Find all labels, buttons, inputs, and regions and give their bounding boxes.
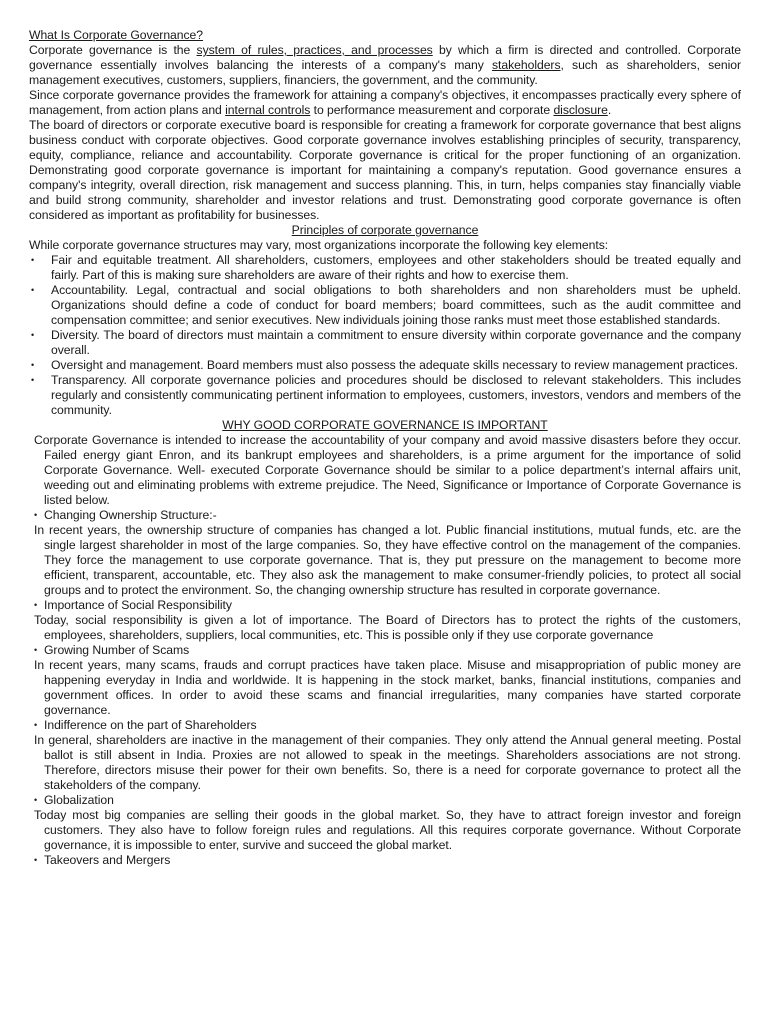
link-system-of-rules[interactable]: system of rules, practices, and processes (196, 43, 433, 57)
subheading-indifference: • Indifference on the part of Shareholders (34, 718, 257, 732)
subheading-scams: • Growing Number of Scams (34, 643, 190, 657)
subheading-social-responsibility: • Importance of Social Responsibility (34, 598, 232, 612)
page-title: What Is Corporate Governance? (29, 28, 204, 42)
bullet-icon: • (34, 795, 38, 805)
why-section (29, 433, 741, 868)
bullet-icon: • (34, 720, 38, 730)
document-body (29, 28, 741, 868)
bullet-icon: • (34, 600, 38, 610)
subheading-changing-ownership: • Changing Ownership Structure:- (34, 508, 217, 522)
link-disclosure[interactable]: disclosure (553, 103, 608, 117)
body-globalization: Today most big companies are selling their goods in the global market. So, they have to attract foreign investor and foreign customers. They also have to follow foreign rules and regulations. All this requires corporate governance. Without Corporate governance, it is impossible to enter, survive and succeed the global market. (34, 808, 741, 852)
list-item: • Oversight and management. Board members must also possess the adequate skills necessary to review management practices. (31, 358, 739, 372)
list-item: • Transparency. All corporate governance policies and procedures should be disclosed to relevant stakeholders. This includes regularly and consistently communicating pertinent information to employees, customers, investors, vendors and members of the community. (31, 373, 741, 417)
principles-list (29, 253, 741, 418)
principles-heading: Principles of corporate governance (291, 223, 479, 237)
bullet-icon: • (34, 645, 38, 655)
body-changing-ownership: In recent years, the ownership structure of companies has changed a lot. Public financial institutions, mutual funds, etc. are the single largest shareholder in most of the large companies. So, they have effective control on the management of the companies. They force the management to use corporate governance. That is, they put pressure on the management to become more efficient, transparent, accountable, etc. They also ask the management to make consumer-friendly policies, to protect all social groups and to protect the environment. So, the changing ownership structure has resulted in corporate governance. (34, 523, 741, 597)
bullet-icon: • (31, 330, 35, 340)
body-indifference: In general, shareholders are inactive in the management of their companies. They only attend the Annual general meeting. Postal ballot is still absent in India. Proxies are not allowed to speak in the meetings. Shareholders associations are not strong. Therefore, directors misuse their power for their own benefits. So, there is a need for corporate governance to protect all the stakeholders of the company. (34, 733, 741, 792)
principles-lead: While corporate governance structures may vary, most organizations incorporate the following key elements: (29, 238, 609, 252)
bullet-icon: • (31, 255, 35, 265)
why-intro: Corporate Governance is intended to increase the accountability of your company and avoid massive disasters before they occur. Failed energy giant Enron, and its bankrupt employees and shareholders, is a prime argument for the importance of solid Corporate Governance. Well- executed Corporate Governance should be similar to a police department’s internal affairs unit, weeding out and eliminating problems with extreme prejudice. The Need, Significance or Importance of Corporate Governance is listed below. (34, 433, 741, 507)
intro-paragraph-3: The board of directors or corporate executive board is responsible for creating a framework for corporate governance that best aligns business conduct with corporate objectives. Good corporate governance involves establishing principles of security, transparency, equity, compliance, reliance and accountability. Corporate governance is critical for the proper functioning of an organization. Demonstrating good corporate governance is important for maintaining a company's reputation. Good governance ensures a company's integrity, overall direction, risk management and success planning. This, in turn, helps companies stay financially viable and build strong community, shareholder and investor relations and trust. Demonstrating good corporate governance is often considered as important as profitability for businesses. (29, 118, 741, 222)
why-heading: WHY GOOD CORPORATE GOVERNANCE IS IMPORTANT (222, 418, 548, 432)
list-item: • Diversity. The board of directors must maintain a commitment to ensure diversity within corporate governance and the company overall. (31, 328, 741, 357)
intro-paragraph-1: Corporate governance is the system of rules, practices, and processes by which a firm is directed and controlled. Corporate governance essentially involves balancing the interests of a company's many stakeholders, such as shareholders, senior management executives, customers, suppliers, financiers, the government, and the community. (29, 43, 742, 87)
bullet-icon: • (31, 375, 35, 385)
list-item: • Fair and equitable treatment. All shareholders, customers, employees and other stakeholders should be treated equally and fairly. Part of this is making sure shareholders are aware of their rights and how to exercise them. (31, 253, 741, 282)
bullet-icon: • (34, 510, 38, 520)
list-item: • Accountability. Legal, contractual and social obligations to both shareholders and non shareholders must be upheld. Organizations should define a code of conduct for board members; board committees, such as the audit committee and compensation committee; and senior executives. New individuals joining those ranks must meet those established standards. (31, 283, 741, 327)
link-stakeholders[interactable]: stakeholders (491, 58, 561, 72)
bullet-icon: • (31, 360, 35, 370)
bullet-icon: • (31, 285, 35, 295)
body-scams: In recent years, many scams, frauds and corrupt practices have taken place. Misuse and misappropriation of public money are happening everyday in India and worldwide. It is happening in the stock market, banks, financial institutions, companies and government offices. In order to avoid these scams and financial irregularities, many companies have started corporate governance. (34, 658, 741, 717)
bullet-icon: • (34, 855, 38, 865)
link-internal-controls[interactable]: internal controls (225, 103, 311, 117)
body-social-responsibility: Today, social responsibility is given a lot of importance. The Board of Directors has to protect the rights of the customers, employees, shareholders, suppliers, local communities, etc. This is possible only if they use corporate governance (34, 613, 741, 642)
subheading-takeovers: • Takeovers and Mergers (34, 853, 171, 867)
subheading-globalization: • Globalization (34, 793, 114, 807)
intro-paragraph-2: Since corporate governance provides the framework for attaining a company's objectives, it encompasses practically every sphere of management, from action plans and internal controls to performance measurement and corporate disclosure. (29, 88, 741, 117)
